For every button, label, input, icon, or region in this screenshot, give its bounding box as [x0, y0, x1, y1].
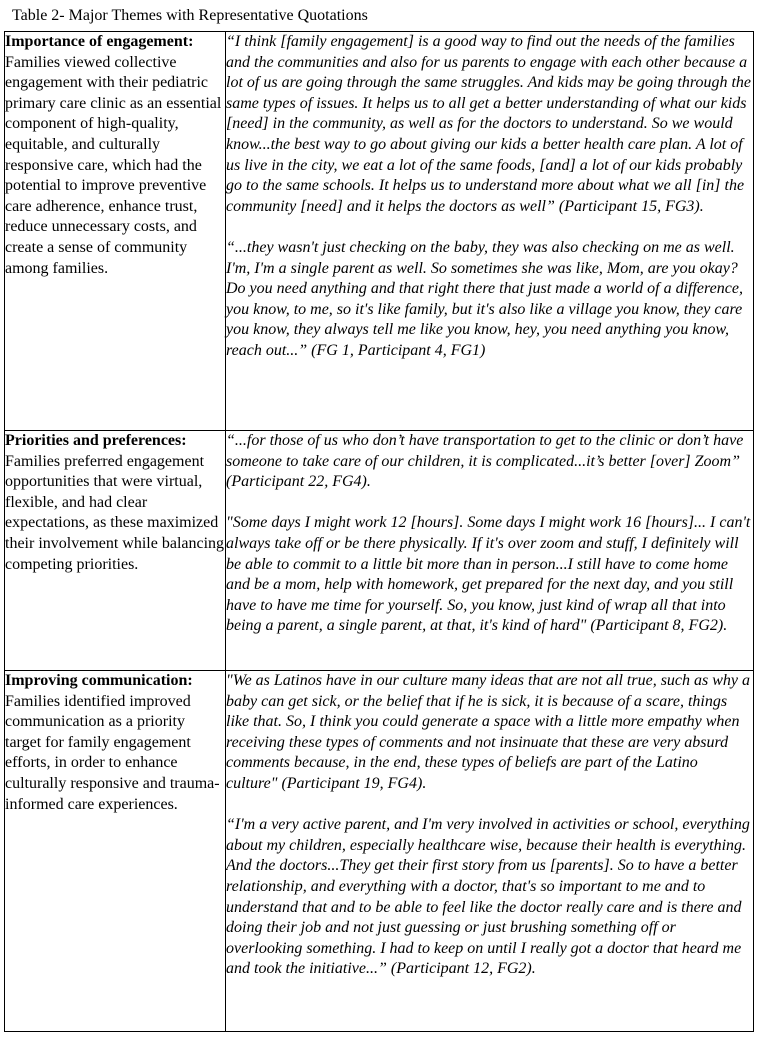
- theme-description: Families preferred engagement opportunities that were virtual, flexible, and had clear expectations, as these maximized their involvement while balancing competing priorities.: [5, 452, 225, 573]
- themes-table: [4, 31, 754, 1032]
- theme-description: Families identified improved communication as a priority target for family engagement efforts, in order to enhance culturally responsive and trauma-informed care experiences.: [5, 692, 220, 813]
- quotation: “...they wasn't just checking on the baby, they was also checking on me as well. I'm, I'm a single parent as well. So sometimes she was like, Mom, are you okay? Do you need anything and that right there that just made a world of a difference, you know, to me, so it's like family, but it's also like a village you know, they care you know, they always tell me like you know, hey, you need anything you know, reach out...” (FG 1, Participant 4, FG1): [226, 238, 743, 359]
- table-row: [5, 431, 754, 671]
- theme-cell: [5, 32, 226, 431]
- quotation: “I think [family engagement] is a good way to find out the needs of the families and the communities and also for us parents to engage with each other because a lot of us are going through the same struggles. And kids may be going through the same types of issues. It helps us to all get a better understanding of what our kids [need] in the community, as well as for the doctors to understand. So we would know...the best way to go about giving our kids a better health care plan. A lot of us live in the city, we eat a lot of the same foods, [and] a lot of our kids probably go to the same schools. It helps us to understand more about what we all [in] the community [need] and it helps the doctors as well” (Participant 15, FG3).: [226, 33, 752, 215]
- quotation: “I'm a very active parent, and I'm very involved in activities or school, everything about my children, especially healthcare wise, because their health is everything. And the doctors...They get their first story from us [parents]. So to have a better relationship, and everything with a doctor, that's so important to me and to understand that and to be able to feel like the doctor really care and is there and doing their job and not just guessing or just brushing something off or overlooking something. I had to keep on until I really got a doctor that heard me and took the initiative...” (Participant 12, FG2).: [226, 816, 750, 978]
- theme-title: Importance of engagement:: [5, 33, 194, 50]
- theme-title: Improving communication:: [5, 672, 193, 689]
- quotations-cell: [226, 32, 754, 431]
- table-row: [5, 671, 754, 1032]
- table-row: [5, 32, 754, 431]
- quotation: “...for those of us who don’t have transportation to get to the clinic or don’t have someone to take care of our children, it is complicated...it’s better [over] Zoom” (Participant 22, FG4).: [226, 432, 744, 491]
- quotation: "We as Latinos have in our culture many ideas that are not all true, such as why a baby can get sick, or the belief that if he is sick, it is because of a scare, things like that. So, I think you could generate a space with a little more empathy when receiving these types of comments and not insinuate that these are very absurd comments because, in the end, these types of beliefs are part of the Latino culture" (Participant 19, FG4).: [226, 672, 751, 792]
- table-caption: Table 2- Major Themes with Representative Quotations: [12, 7, 368, 24]
- theme-title: Priorities and preferences:: [5, 432, 187, 449]
- quotations-cell: [226, 671, 754, 1032]
- quotations-cell: [226, 431, 754, 671]
- theme-cell: [5, 431, 226, 671]
- quotation: "Some days I might work 12 [hours]. Some days I might work 16 [hours]... I can't always take off or be there physically. If it's over zoom and stuff, I definitely will be able to commit to a little bit more than in person...I still have to come home and be a mom, help with homework, get prepared for the next day, and you still have to have me time for yourself. So, you know, just kind of wrap all that into being a parent, a single parent, at that, it's kind of hard" (Participant 8, FG2).: [226, 514, 751, 635]
- theme-description: Families viewed collective engagement with their pediatric primary care clinic as an essential component of high-quality, equitable, and culturally responsive care, which had the potential to improve preventive care adherence, enhance trust, reduce unnecessary costs, and create a sense of community among families.: [5, 53, 222, 277]
- theme-cell: [5, 671, 226, 1032]
